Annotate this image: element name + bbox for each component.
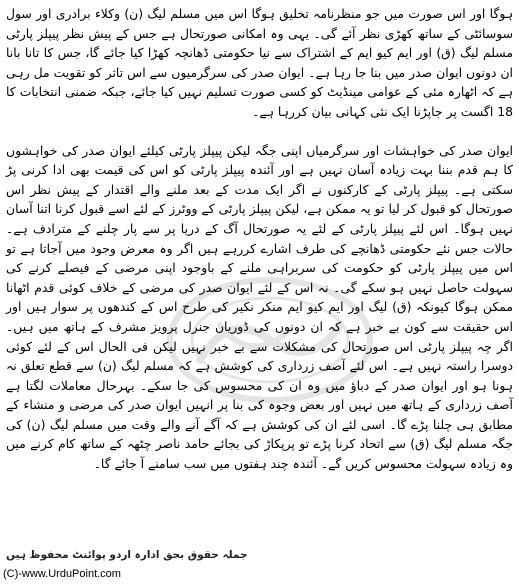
paragraph-spacer	[6, 127, 513, 141]
article-paragraph-1: ہوگا اور اس صورت میں جو منظرنامہ تخلیق ہوگا اس میں مسلم لیگ (ن) وکلاء برادری اور سول سوسائٹی کے ساتھ کھڑی نظر آئے گی۔ یہی وہ امکانی صورتحال ہے جس کے پیش نظر پیپلز پارٹی مسلم لیگ (ق) اور ایم کیو ایم کے اشتراک سے نیا حکومتی ڈھانچہ کھڑا کیا جائے گا، جس کا تانا بانا ان دونوں ایوان صدر میں بنا جا رہا ہے۔ ایوان صدر کی سرگرمیوں سے اس تاثر کو تقویت مل رہی ہے کہ اٹھارہ مئی کے عوامی مینڈیٹ کو کسی صورت تسلیم نہیں کیا جائے، جبکہ ضمنی انتخابات کا 18 اگست پر جاپڑنا ایک نئی کہانی بیان کررہا ہے۔	[6, 6, 513, 119]
copyright-link-urdupoint[interactable]: (C)-www.UrduPoint.com	[3, 568, 121, 580]
article-body	[6, 4, 513, 479]
copyright-notice-urdu: جملہ حقوق بحق ادارہ اردو پوائنٹ محفوظ ہیں	[6, 549, 248, 561]
article-paragraph-2: ایوان صدر کی خواہشات اور سرگرمیاں اپنی جگہ لیکن پیپلز پارٹی کیلئے ایوان صدر کی خواہشوں کا ہم قدم بننا بہت زیادہ آسان نہیں ہے اور آئندہ پیپلز پارٹی کو اس کی قیمت بھی ادا کرنی پڑ سکتی ہے۔ پیپلز پارٹی کے کارکنوں نے اگر ایک مدت کے بعد ملنے والے اقتدار کے پیش نظر اس صورتحال کو قبول کر لیا تو یہ ممکن ہے، لیکن پیپلز پارٹی کے ووٹرز کے لئے اسے قبول کرنا اتنا آسان نہیں ہوگا۔ اس لئے پیپلز پارٹی کے لئے یہ صورتحال آگ کے دریا پر سے پار چلنے کے مترادف ہے۔ حالات جس نئے حکومتی ڈھانچے کی طرف اشارے کررہے ہیں اگر وہ معرض وجود میں آجاتا ہے تو اس میں پیپلز پارٹی کو حکومت کی سربراہی ملنے کے باوجود اپنی مرضی کے فیصلے کرنے کی سہولت حاصل نہیں ہو سکے گی۔ نہ اس کے لئے ایوان صدر کی مرضی کے خلاف کوئی قدم اٹھانا ممکن ہوگا کیونکہ (ق) لیگ اور ایم کیو ایم منکر نکیر کی طرح اس کے کندھوں پر سوار ہیں اور اس حقیقت سے کون بے خبر ہے کہ ان دونوں کی ڈوریاں جنرل پرویز مشرف کے ہاتھ میں ہیں۔ اگر چہ پیپلز پارٹی اس صورتحال کی مشکلات سے بے خبر نہیں لیکن فی الحال اس کے لئے کوئی دوسرا راستہ نہیں ہے۔ اس لئے آصف زرداری کی کوشش ہے کہ مسلم لیگ (ن) سے قطع تعلق نہ ہونا ہو اور ایوان صدر کے دباؤ میں وہ ان کی محسوس کی جا سکے۔ بہرحال معاملات لگتا ہے آصف زرداری کے ہاتھ میں نہیں اور بعض وجوہ کی بنا پر انہیں ایوان صدر کی مرضی و منشاء کے مطابق ہی چلنا پڑے گا۔ اسی لئے ان کی کوشش ہے کہ آگے آنے والے وقت میں مسلم لیگ (ن) کی جگہ مسلم لیگ (ق) سے اتحاد کرنا پڑے تو پرپکاڑ کی بجائے حامد ناصر چٹھہ کے ساتھ کام کرنے میں وہ زیادہ سہولت محسوس کریں گے۔ آئندہ چند ہفتوں میں سب سامنے آ جائے گا۔	[6, 142, 513, 472]
